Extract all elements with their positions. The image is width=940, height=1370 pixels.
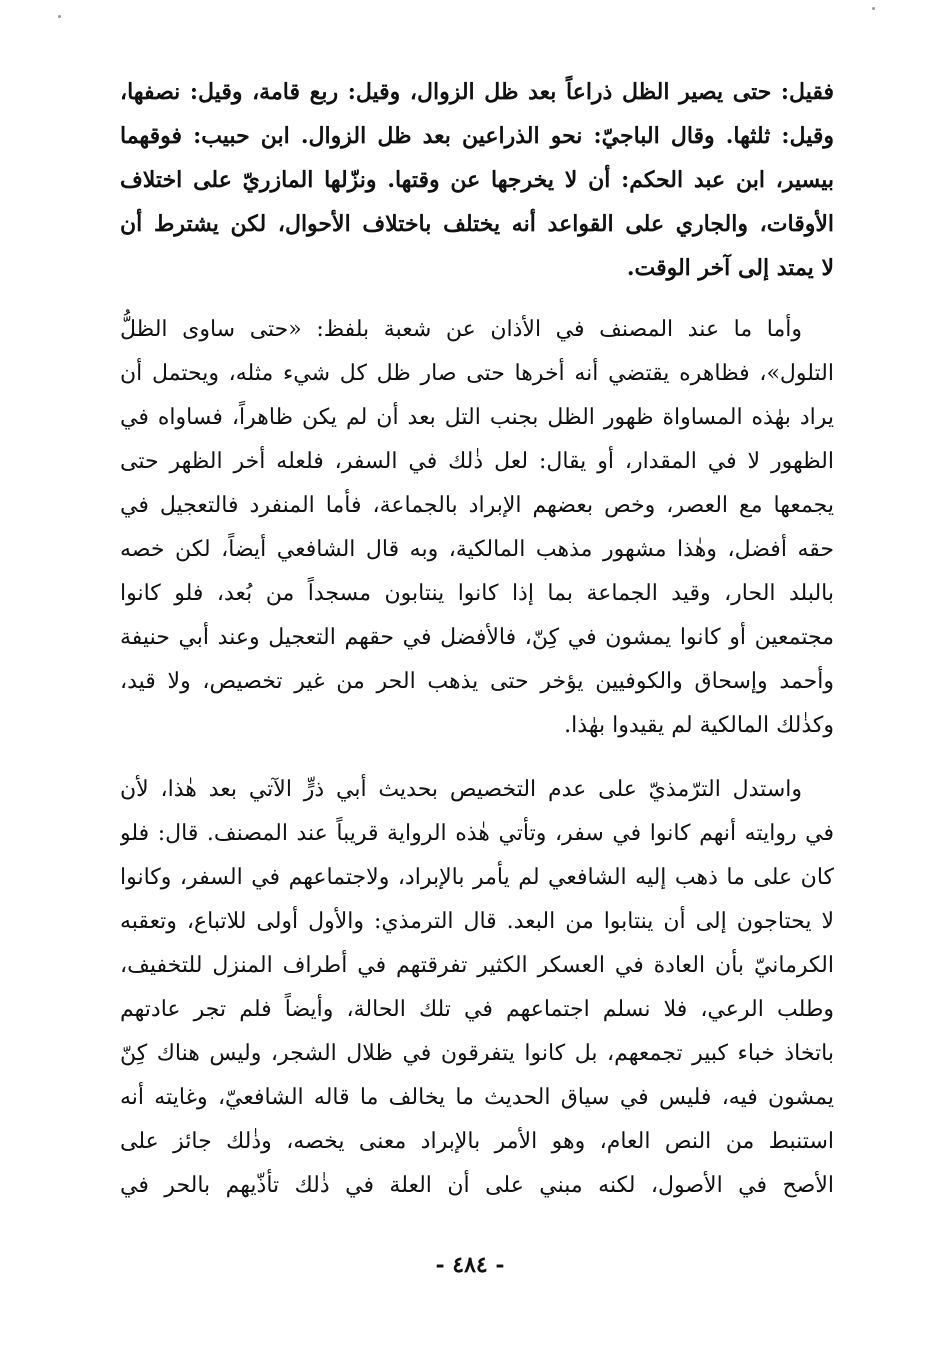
text-line: وأحمد وإسحاق والكوفيين يؤخر حتى يذهب الحر من غير تخصيص، ولا قيد،: [120, 669, 834, 694]
text-line: حقه أفضل، وهٰذا مشهور مذهب المالكية، وبه قال الشافعي أيضاً، لكن خصه: [120, 537, 834, 562]
text-line: الأصح في الأصول، لكنه مبني على أن العلة في ذٰلك تأذّيهم بالحر في: [120, 1173, 834, 1198]
text-line: وأما ما عند المصنف في الأذان عن شعبة بلفظ: «حتى ساوى الظلُّ: [120, 317, 802, 342]
text-line: بالبلد الحار، وقيد الجماعة بما إذا كانوا ينتابون مسجداً من بُعد، فلو كانوا: [120, 581, 834, 606]
text-line: وقيل: ثلثها. وقال الباجيّ: نحو الذراعين بعد ظل الزوال. ابن حبيب: فوقهما: [120, 123, 834, 149]
page-number: - ٤٨٤ -: [435, 1252, 505, 1278]
text-line: يجمعها مع العصر، وخص بعضهم الإبراد بالجماعة، فأما المنفرد فالتعجيل في: [120, 493, 834, 518]
scan-speck: [872, 7, 875, 10]
paragraph-2: [120, 308, 834, 748]
text-line: الكرمانيّ بأن العادة في العسكر الكثير تفرقتهم في أطراف المنزل للتخفيف،: [120, 953, 834, 978]
paragraph-3: [120, 768, 834, 1208]
text-line: واستدل الترّمذيّ على عدم التخصيص بحديث أبي ذرٍّ الآتي بعد هٰذا، لأن: [120, 777, 802, 802]
text-line: الظهور لا في المقدار، أو يقال: لعل ذٰلك في السفر، فلعله أخر الظهر حتى: [120, 449, 834, 474]
text-line: باتخاذ خباء كبير تجمعهم، بل كانوا يتفرقون في ظلال الشجر، وليس هناك كِنّ: [120, 1041, 834, 1066]
text-line: التلول»، فظاهره يقتضي أنه أخرها حتى صار ظل كل شيء مثله، ويحتمل أن: [120, 361, 834, 386]
scan-speck: [58, 15, 61, 18]
text-line: الأوقات، والجاري على القواعد أنه يختلف باختلاف الأحوال، لكن يشترط أن: [120, 211, 834, 237]
text-line: لا يمتد إلى آخر الوقت.: [626, 255, 834, 281]
text-line: بيسير، ابن عبد الحكم: أن لا يخرجها عن وقتها. ونزّلها المازريّ على اختلاف: [120, 167, 834, 193]
text-line: كان على ما ذهب إليه الشافعي لم يأمر بالإبراد، ولاجتماعهم في السفر، وكانوا: [120, 865, 834, 890]
paragraph-1: [120, 70, 834, 290]
text-line: استنبط من النص العام، وهو الأمر بالإبراد معنى يخصه، وذٰلك جائز على: [120, 1129, 834, 1154]
text-line: في روايته أنهم كانوا في سفر، وتأتي هٰذه الرواية قريباً عند المصنف. قال: فلو: [120, 821, 834, 846]
text-line: مجتمعين أو كانوا يمشون في كِنّ، فالأفضل في حقهم التعجيل وعند أبي حنيفة: [120, 625, 834, 650]
text-line: فقيل: حتى يصير الظل ذراعاً بعد ظل الزوال، وقيل: ربع قامة، وقيل: نصفها،: [120, 79, 834, 105]
text-line: لا يحتاجون إلى أن ينتابوا من البعد. قال الترمذي: والأول أولى للاتباع، وتعقبه: [120, 909, 834, 934]
text-line: يمشون فيه، فليس في سياق الحديث ما يخالف ما قاله الشافعيّ، وغايته أنه: [120, 1085, 834, 1110]
text-line: وطلب الرعي، فلا نسلم اجتماعهم في تلك الحالة، وأيضاً فلم تجر عادتهم: [120, 997, 834, 1022]
text-line: وكذٰلك المالكية لم يقيدوا بهٰذا.: [564, 713, 834, 738]
text-line: يراد بهٰذه المساواة ظهور الظل بجنب التل بعد أن لم يكن ظاهراً، فساواه في: [120, 405, 834, 430]
